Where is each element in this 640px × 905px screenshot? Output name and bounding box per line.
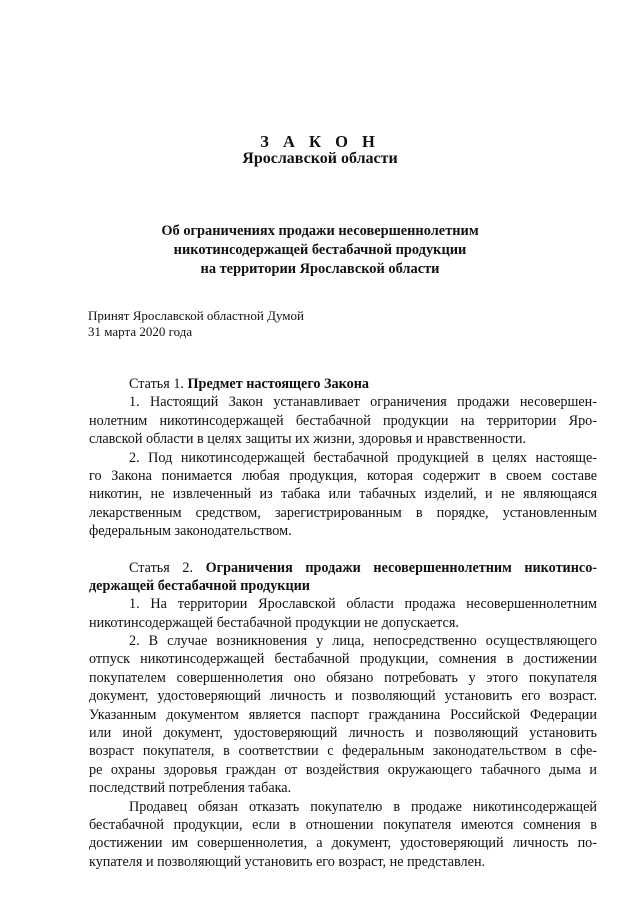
section-gap bbox=[89, 541, 597, 559]
adoption-info bbox=[88, 308, 304, 340]
paragraph-line: федеральным законодательством. bbox=[89, 523, 292, 540]
paragraph-line: Указанным документом является паспорт гражданина Российской Федерации bbox=[89, 706, 597, 723]
paragraph-line: никотинсодержащей бестабачной продукции не допускается. bbox=[89, 614, 459, 631]
paragraph-line: документ, удостоверяющий личность и позволяющий установить его возраст. bbox=[89, 688, 597, 705]
article-2-title: Ограничения продажи несовершеннолетним никотинсо- bbox=[205, 559, 598, 576]
article-2-heading bbox=[89, 559, 597, 577]
paragraph-line: славской области в целях защиты их жизни, здоровья и нравственности. bbox=[89, 431, 527, 448]
subject-line: Об ограничениях продажи несовершеннолетним bbox=[161, 223, 479, 239]
article-1-heading bbox=[89, 375, 597, 393]
paragraph-line: 2. Под никотинсодержащей бестабачной продукцией в целях настояще- bbox=[129, 449, 597, 466]
article-1-prefix: Статья 1. bbox=[129, 376, 184, 392]
law-body bbox=[89, 375, 597, 871]
paragraph-line: нолетним никотинсодержащей бестабачной продукции на территории Яро- bbox=[89, 412, 597, 429]
paragraph-line: 1. Настоящий Закон устанавливает ограничения продажи несовершен- bbox=[129, 394, 597, 411]
paragraph-line: достижении им совершеннолетия, а документ, удостоверяющий личность по- bbox=[89, 835, 597, 852]
paragraph-line: отпуск никотинсодержащей бестабачной продукции, сомнения в достижении bbox=[89, 651, 597, 668]
subject-line: на территории Ярославской области bbox=[200, 261, 440, 277]
paragraph-line: купателя и позволяющий установить его возраст, не представлен. bbox=[89, 853, 486, 870]
paragraph-line: бестабачной продукции, если в отношении покупателя имеются сомнения в bbox=[89, 816, 597, 833]
paragraph-line: никотин, не извлеченный из табака или табачных изделий, и не являющаяся bbox=[89, 486, 597, 503]
paragraph-line: ре охраны здоровья граждан от воздействия окружающего табачного дыма и bbox=[89, 761, 597, 778]
document-region: Ярославской области bbox=[242, 150, 398, 167]
law-subject bbox=[0, 222, 640, 279]
paragraph-line: 1. На территории Ярославской области продажа несовершеннолетним bbox=[129, 596, 597, 613]
document-title: З А К О Н bbox=[260, 132, 380, 151]
article-2-title-cont: держащей бестабачной продукции bbox=[89, 577, 310, 594]
adoption-date: 31 марта 2020 года bbox=[88, 324, 193, 339]
paragraph-line: Продавец обязан отказать покупателю в продаже никотинсодержащей bbox=[129, 798, 597, 815]
paragraph-line: 2. В случае возникновения у лица, непосредственно осуществляющего bbox=[129, 633, 597, 650]
subject-line: никотинсодержащей бестабачной продукции bbox=[173, 242, 467, 258]
article-2-prefix: Статья 2. bbox=[129, 559, 194, 576]
paragraph-line: возраст покупателя, в соответствии с федеральным законодательством в сфе- bbox=[89, 743, 597, 760]
paragraph-line: последствий потребления табака. bbox=[89, 780, 292, 797]
paragraph-line: го Закона понимается любая продукция, которая содержит в своем составе bbox=[89, 467, 597, 484]
paragraph-line: покупателем совершеннолетия оно обязано потребовать у этого покупателя bbox=[89, 669, 597, 686]
paragraph-line: лекарственным средством, зарегистрированным в порядке, установленным bbox=[89, 504, 597, 521]
paragraph-line: или иной документ, удостоверяющий личность и позволяющий установить bbox=[89, 725, 597, 742]
adopted-by: Принят Ярославской областной Думой bbox=[88, 308, 304, 323]
article-1-title: Предмет настоящего Закона bbox=[187, 376, 369, 392]
